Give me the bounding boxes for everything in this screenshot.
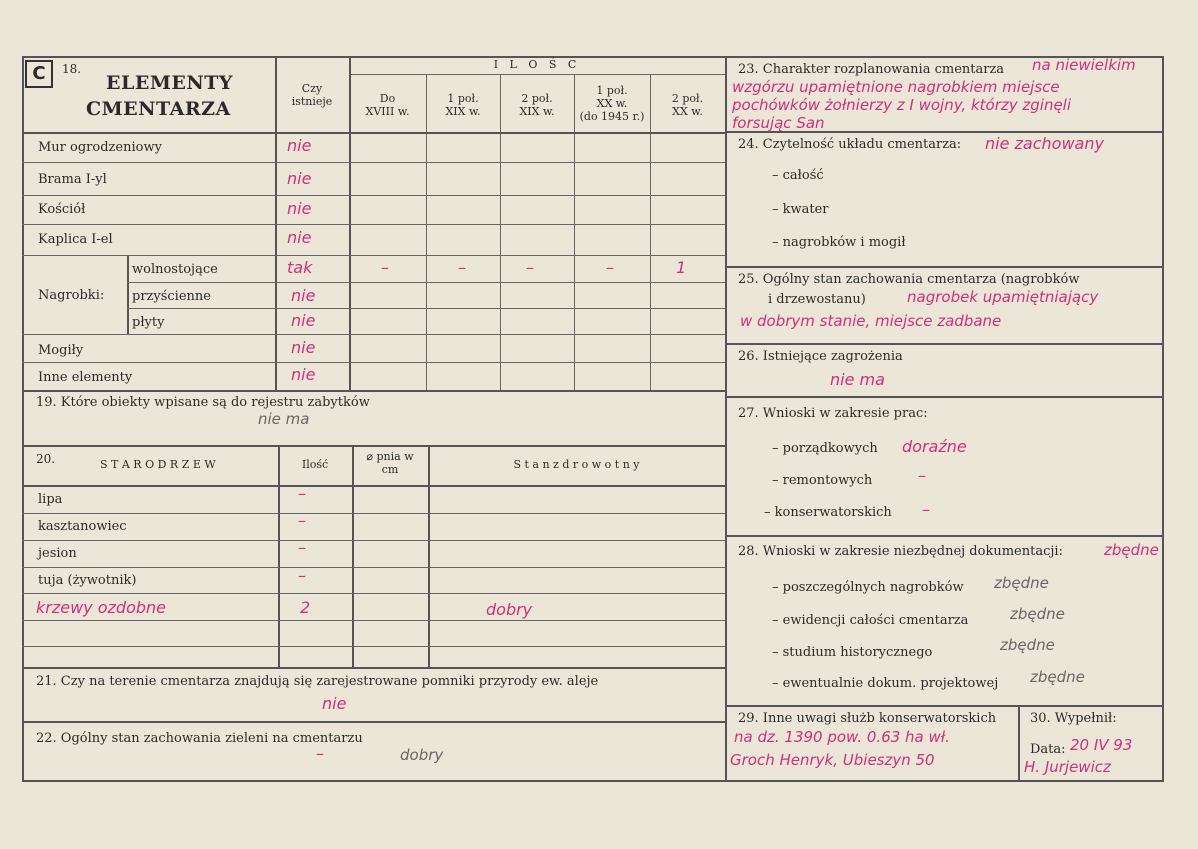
s28-value: zbędne: [1030, 668, 1085, 686]
section-26-label: 26. Istniejące zagrożenia: [738, 349, 903, 364]
tree-qty: 2: [300, 598, 311, 617]
qty-value: –: [381, 258, 389, 277]
tree-label: kasztanowiec: [38, 519, 127, 534]
section-20-title: S T A R O D R Z E W: [100, 458, 216, 471]
section-30-label: 30. Wypełnił:: [1030, 711, 1117, 726]
section-22-label: 22. Ogólny stan zachowania zieleni na cmentarzu: [36, 731, 363, 746]
section-27-label: 27. Wnioski w zakresie prac:: [738, 406, 928, 421]
qty-value: –: [526, 258, 534, 277]
exists-value: tak: [287, 258, 313, 277]
exists-value: nie: [287, 228, 312, 247]
tree-health: dobry: [486, 600, 533, 619]
exists-value: nie: [291, 338, 316, 357]
section-28-label: 28. Wnioski w zakresie niezbędnej dokumentacji:: [738, 544, 1063, 559]
section-19-value: nie ma: [258, 410, 310, 428]
section-25-label-2: i drzewostanu): [768, 292, 866, 307]
section-22-value-2: dobry: [400, 746, 444, 764]
row-label: wolnostojące: [132, 262, 218, 277]
section-22-value-1: –: [316, 744, 324, 763]
period-3-header: 2 poł. XIX w.: [519, 92, 555, 118]
row-label: Inne elementy: [38, 370, 133, 385]
s28-item: – poszczególnych nagrobków: [772, 580, 964, 595]
date-label: Data:: [1030, 742, 1066, 757]
s27-item: – porządkowych: [772, 441, 878, 456]
s20-col-diameter: ⌀ pnia w cm: [366, 450, 414, 476]
section-26-value: nie ma: [830, 370, 885, 389]
section-19-label: 19. Które obiekty wpisane są do rejestru zabytków: [36, 395, 370, 410]
section-23-hand-4: forsując San: [732, 114, 825, 132]
qty-value: –: [606, 258, 614, 277]
s28-item: – studium historycznego: [772, 645, 933, 660]
section-23-hand-1: na niewielkim: [1032, 56, 1136, 74]
section-24-label: 24. Czytelność układu cmentarza:: [738, 137, 962, 152]
section-21-label: 21. Czy na terenie cmentarza znajdują się zarejestrowane pomniki przyrody ew. aleje: [36, 674, 599, 689]
s20-col-qty: Ilość: [301, 458, 329, 471]
exists-value: nie: [291, 286, 316, 305]
s28-item: – ewidencji całości cmentarza: [772, 613, 969, 628]
row-label: płyty: [132, 315, 165, 330]
col-exists-header: Czy istnieje: [291, 82, 333, 108]
tree-qty: –: [298, 566, 306, 585]
s28-value: zbędne: [1010, 605, 1065, 623]
section-25-label-1: 25. Ogólny stan zachowania cmentarza (nagrobków: [738, 272, 1080, 287]
section-25-hand-2: w dobrym stanie, miejsce zadbane: [740, 312, 1002, 330]
section-28-value: zbędne: [1104, 541, 1159, 559]
row-label: przyścienne: [132, 289, 211, 304]
period-1-header: Do XVIII w.: [365, 92, 410, 118]
section-29-label: 29. Inne uwagi służb konserwatorskich: [738, 711, 997, 726]
nagrobki-label: Nagrobki:: [38, 288, 105, 303]
tree-label: tuja (żywotnik): [38, 573, 137, 588]
period-4-header: 1 poł. XX w. (do 1945 r.): [579, 84, 645, 123]
section-23-label: 23. Charakter rozplanowania cmentarza: [738, 62, 1005, 77]
section-18-number: 18.: [62, 62, 82, 76]
section-23-hand-3: pochówków żołnierzy z I wojny, którzy zginęli: [732, 96, 1072, 114]
tree-label: jesion: [38, 546, 77, 561]
s28-item: – ewentualnie dokum. projektowej: [772, 676, 999, 691]
section-18-title-2: CMENTARZA: [86, 98, 231, 120]
qty-value: 1: [676, 258, 687, 277]
section-25-hand-1: nagrobek upamiętniający: [907, 288, 1099, 306]
section-29-hand-2: Groch Henryk, Ubieszyn 50: [730, 751, 935, 769]
exists-value: nie: [287, 169, 312, 188]
s27-value: –: [922, 500, 930, 519]
s24-item: – całość: [772, 168, 824, 183]
s27-value: doraźne: [902, 437, 967, 456]
filled-by-name: H. Jurjewicz: [1024, 758, 1111, 776]
exists-value: nie: [291, 311, 316, 330]
exists-value: nie: [291, 365, 316, 384]
s28-value: zbędne: [1000, 636, 1055, 654]
period-5-header: 2 poł. XX w.: [671, 92, 704, 118]
row-label: Mur ogrodzeniowy: [38, 140, 162, 155]
section-20-number: 20.: [36, 452, 56, 466]
row-label: Kościół: [38, 202, 86, 217]
section-29-hand-1: na dz. 1390 pow. 0.63 ha wł.: [734, 728, 950, 746]
section-23-hand-2: wzgórzu upamiętnione nagrobkiem miejsce: [732, 78, 1060, 96]
date-value: 20 IV 93: [1070, 736, 1133, 754]
s28-value: zbędne: [994, 574, 1049, 592]
s24-item: – nagrobków i mogił: [772, 235, 906, 250]
section-21-value: nie: [322, 694, 347, 713]
row-label: Brama I-yl: [38, 172, 107, 187]
s27-value: –: [918, 466, 926, 485]
s27-item: – remontowych: [772, 473, 873, 488]
s27-item: – konserwatorskich: [764, 505, 892, 520]
col-qty-header: I L O Ś C: [493, 58, 581, 71]
card-letter-box: C: [25, 60, 53, 88]
row-label: Kaplica I-el: [38, 232, 113, 247]
tree-qty: –: [298, 511, 306, 530]
s20-col-health: S t a n z d r o w o t n y: [513, 458, 640, 471]
qty-value: –: [458, 258, 466, 277]
exists-value: nie: [287, 136, 312, 155]
tree-qty: –: [298, 484, 306, 503]
row-label: Mogiły: [38, 343, 84, 358]
tree-qty: –: [298, 538, 306, 557]
period-2-header: 1 poł. XIX w.: [445, 92, 481, 118]
section-18-title-1: ELEMENTY: [106, 72, 233, 94]
s24-item: – kwater: [772, 202, 829, 217]
section-24-value: nie zachowany: [985, 134, 1104, 153]
tree-label-handwritten: krzewy ozdobne: [36, 598, 166, 617]
exists-value: nie: [287, 199, 312, 218]
tree-label: lipa: [38, 492, 63, 507]
